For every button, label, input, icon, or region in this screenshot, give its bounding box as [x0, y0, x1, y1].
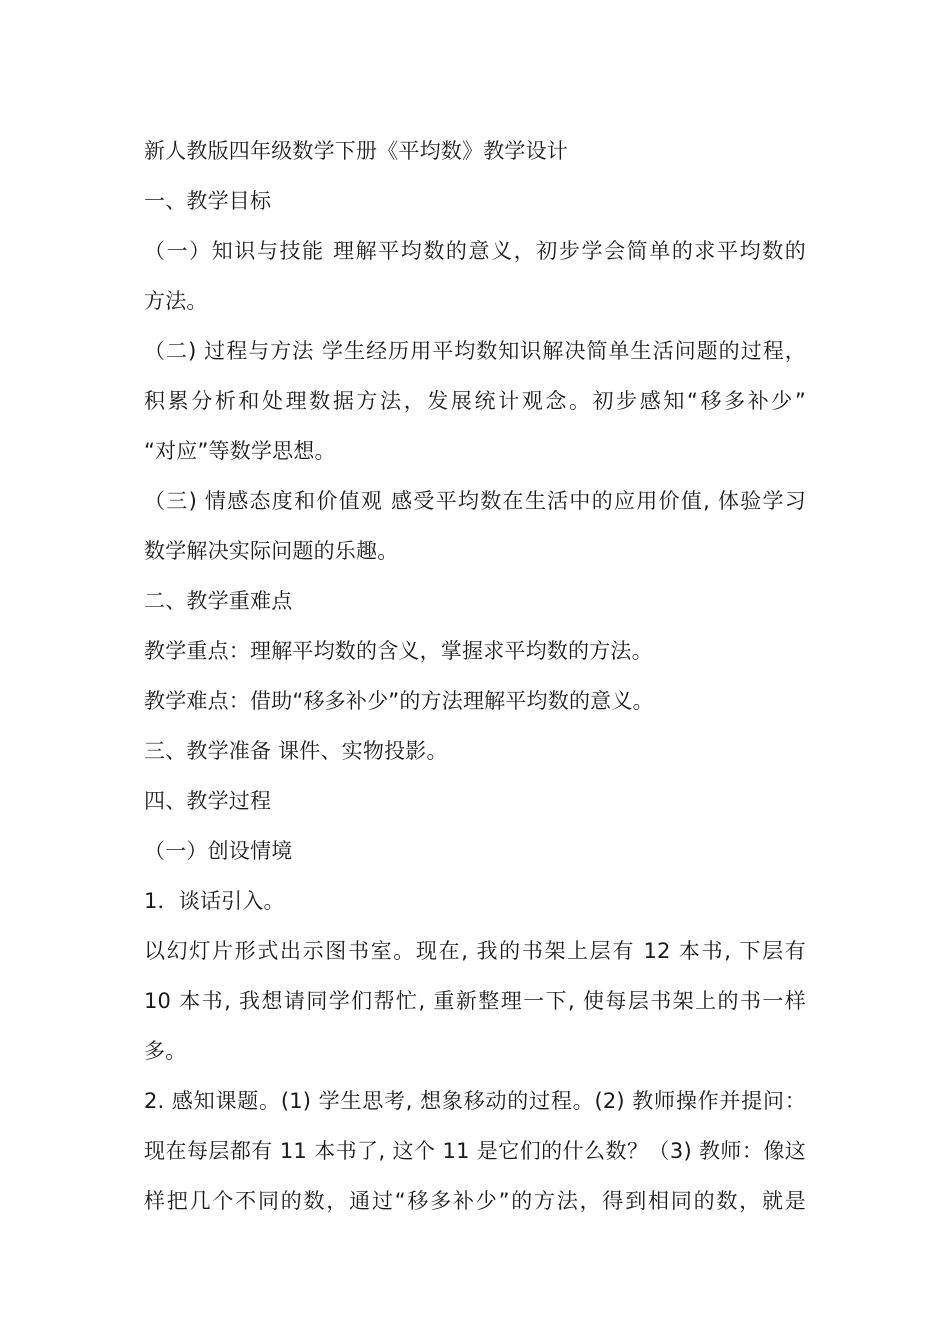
- document-title: 新人教版四年级数学下册《平均数》教学设计: [144, 139, 568, 163]
- paragraph-line: （二) 过程与方法 学生经历用平均数知识解决简单生活问题的过程，: [144, 339, 806, 363]
- paragraph-line: 样把几个不同的数，通过“移多补少”的方法，得到相同的数，就是: [144, 1189, 806, 1213]
- subsection-heading: （一）创设情境: [144, 839, 293, 863]
- section-heading-key-points: 二、教学重难点: [144, 589, 293, 613]
- paragraph-line: 积累分析和处理数据方法，发展统计观念。初步感知“移多补少”: [144, 389, 806, 413]
- section-heading-objectives: 一、教学目标: [144, 189, 272, 213]
- section-heading-process: 四、教学过程: [144, 789, 272, 813]
- paragraph-line: 方法。: [144, 289, 208, 313]
- paragraph-line: “对应”等数学思想。: [144, 439, 336, 463]
- paragraph-line: 10 本书, 我想请同学们帮忙, 重新整理一下, 使每层书架上的书一样: [144, 989, 806, 1013]
- section-heading-preparation: 三、教学准备 课件、实物投影。: [144, 739, 448, 763]
- paragraph-line: 2. 感知课题。(1) 学生思考, 想象移动的过程。(2) 教师操作并提问：: [144, 1089, 806, 1113]
- paragraph-line: （三) 情感态度和价值观 感受平均数在生活中的应用价值, 体验学习: [144, 489, 806, 513]
- paragraph-line: 教学难点：借助“移多补少”的方法理解平均数的意义。: [144, 689, 654, 713]
- paragraph-line: （一）知识与技能 理解平均数的意义，初步学会简单的求平均数的: [144, 239, 806, 263]
- paragraph-line: 多。: [144, 1039, 187, 1063]
- paragraph-line: 以幻灯片形式出示图书室。现在, 我的书架上层有 12 本书, 下层有: [144, 939, 806, 963]
- paragraph-line: 教学重点：理解平均数的含义，掌握求平均数的方法。: [144, 639, 653, 663]
- paragraph-line: 1．谈话引入。: [144, 889, 285, 913]
- paragraph-line: 现在每层都有 11 本书了, 这个 11 是它们的什么数？（3) 教师：像这: [144, 1139, 806, 1163]
- paragraph-line: 数学解决实际问题的乐趣。: [144, 539, 399, 563]
